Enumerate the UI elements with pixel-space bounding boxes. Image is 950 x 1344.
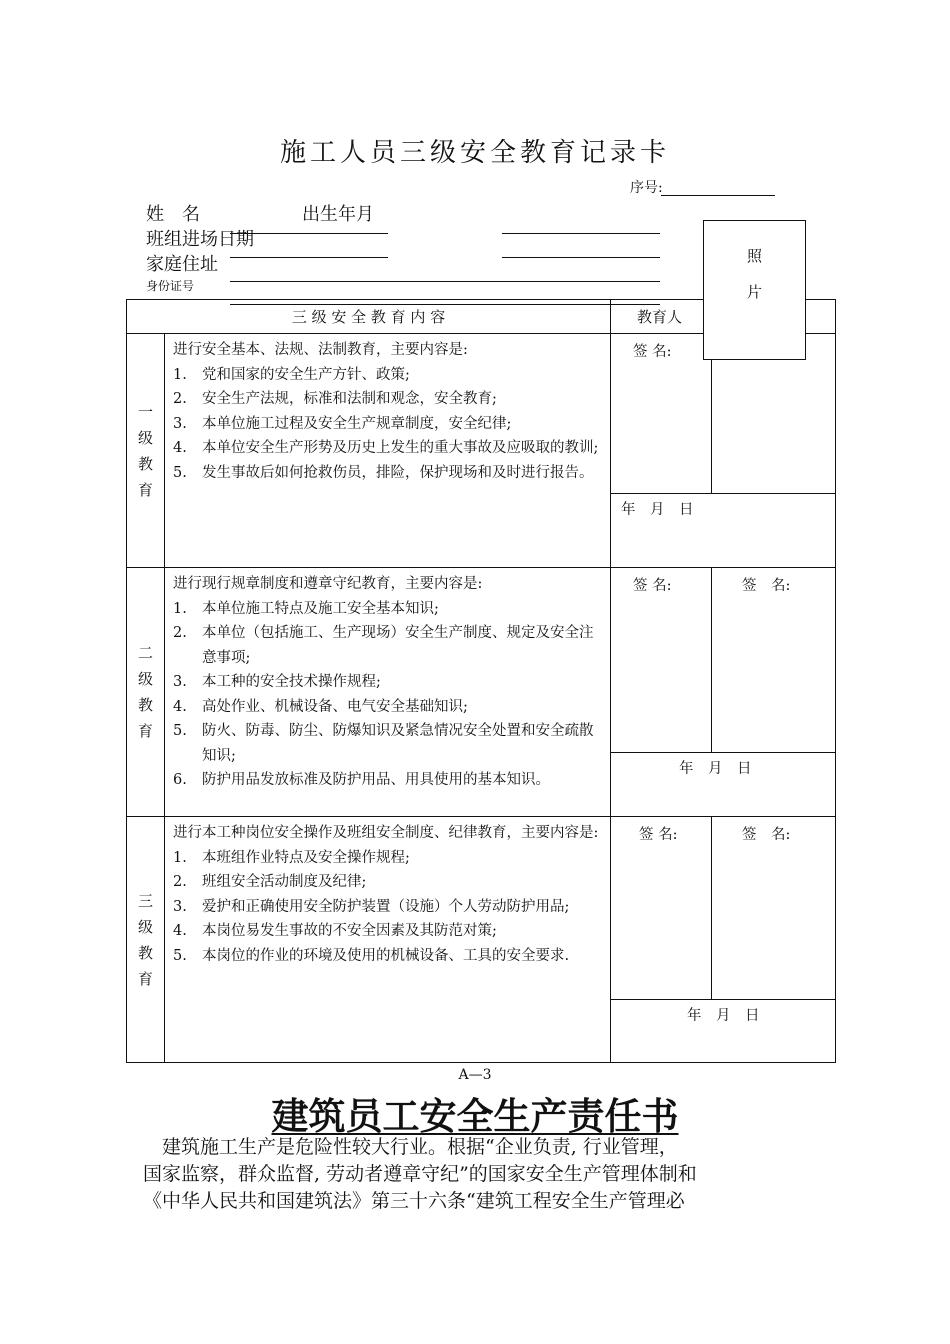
list-item: 4. 本单位安全生产形势及历史上发生的重大事故及应吸取的教训; [173,440,599,456]
level-3-sign-label: 签 名: [639,827,678,843]
page-code: A—3 [458,1067,492,1083]
level-2-content [165,568,611,817]
level-2-sign-label: 签 名: [633,578,672,594]
level-3-sign-label-2: 签 名: [742,827,791,843]
list-item: 1. 党和国家的安全生产方针、政策; [173,366,410,383]
level-3-sign-2 [712,817,836,1000]
level-2-sign-label-2: 签 名: [742,578,791,594]
level-2-intro: 进行现行规章制度和遵章守纪教育，主要内容是: [173,576,483,592]
level-3-sign [611,817,712,1000]
list-item: 1. 本单位施工特点及施工安全基本知识; [173,600,439,617]
level-2-date [611,753,836,817]
address-line-1 [230,257,388,258]
id-line-2 [230,304,660,305]
level-1-name: 一 级 教 育 [127,334,165,568]
level-1-content [165,334,611,568]
level-2-date-label: 年 月 日 [679,761,752,777]
list-item: 3. 本工种的安全技术操作规程; [173,674,381,690]
level-1-sign [611,334,712,494]
education-table [126,299,836,1063]
serial-underline [661,195,775,196]
id-label: 身份证号 [146,279,195,293]
list-item: 2. 班组安全活动制度及纪律; [173,874,367,890]
list-item: 3. 爱护和正确使用安全防护装置（设施）个人劳动防护用品; [173,898,570,915]
level-2-sign [611,568,712,753]
doc2-line-1: 建筑施工生产是危险性较大行业。根据“企业负责, 行业管理， [143,1136,678,1158]
list-item: 4. 本岗位易发生事故的不安全因素及其防范对策; [173,923,497,939]
doc2-line-2: 国家监察，群众监督, 劳动者遵章守纪”的国家安全生产管理体制和 [143,1163,697,1185]
address-line-2 [502,257,660,258]
level-3-date [611,1000,836,1063]
level-1-date-label: 年 月 日 [621,502,694,518]
card-title: 施工人员三级安全教育记录卡 [279,138,670,168]
id-line [230,281,660,282]
doc2-paragraph [143,1134,823,1215]
photo-box [703,220,806,360]
list-item: 6. 防护用品发放标准及防护用品、用具使用的基本知识。 [173,772,550,788]
name-label: 姓 名 [146,204,200,225]
list-item: 1. 本班组作业特点及安全操作规程; [173,849,410,866]
list-item: 5. 防火、防毒、防尘、防爆知识及紧急情况安全处置和安全疏散知识; [173,723,594,764]
list-item: 3. 本单位施工过程及安全生产规章制度，安全纪律; [173,415,512,432]
list-item: 5. 发生事故后如何抢救伤员，排险，保护现场和及时进行报告。 [173,464,594,481]
level-1-sign-label: 签 名: [633,344,672,360]
level-1-date [611,494,836,568]
birth-label: 出生年月 [302,204,374,225]
level-2-row-top [127,568,836,753]
level-3-content [165,817,611,1063]
level-3-date-label: 年 月 日 [687,1008,760,1024]
birth-line [502,233,660,234]
list-item: 4. 高处作业、机械设备、电气安全基础知识; [173,698,468,715]
list-item: 2. 本单位（包括施工、生产现场）安全生产制度、规定及安全注意事项; [173,625,594,666]
level-3-name: 三 级 教 育 [127,817,165,1063]
photo-label-2: 片 [746,283,762,301]
photo-label-1: 照 [746,247,762,265]
team-date-label: 班组进场日期 [146,229,254,250]
doc2-line-3: 《中华人民共和国建筑法》第三十六条“建筑工程安全生产管理必 [143,1190,685,1212]
level-3-intro: 进行本工种岗位安全操作及班组安全制度、纪律教育，主要内容是: [173,825,599,841]
list-item: 5. 本岗位的作业的环境及使用的机械设备、工具的安全要求. [173,947,570,964]
serial-label: 序号: [630,180,663,196]
header-educator-text: 教育人 [637,308,683,326]
level-3-row-top [127,817,836,1000]
level-2-sign-2 [712,568,836,753]
address-label: 家庭住址 [146,254,218,275]
level-1-intro: 进行安全基本、法规、法制教育，主要内容是: [173,342,468,358]
level-2-name: 二 级 教 育 [127,568,165,817]
team-date-line [230,233,388,234]
header-content-text: 三 级 安 全 教 育 内 容 [291,308,446,326]
doc2-title: 建筑员工安全生产责任书 [271,1095,679,1138]
list-item: 2. 安全生产法规，标准和法制和观念，安全教育; [173,391,497,407]
